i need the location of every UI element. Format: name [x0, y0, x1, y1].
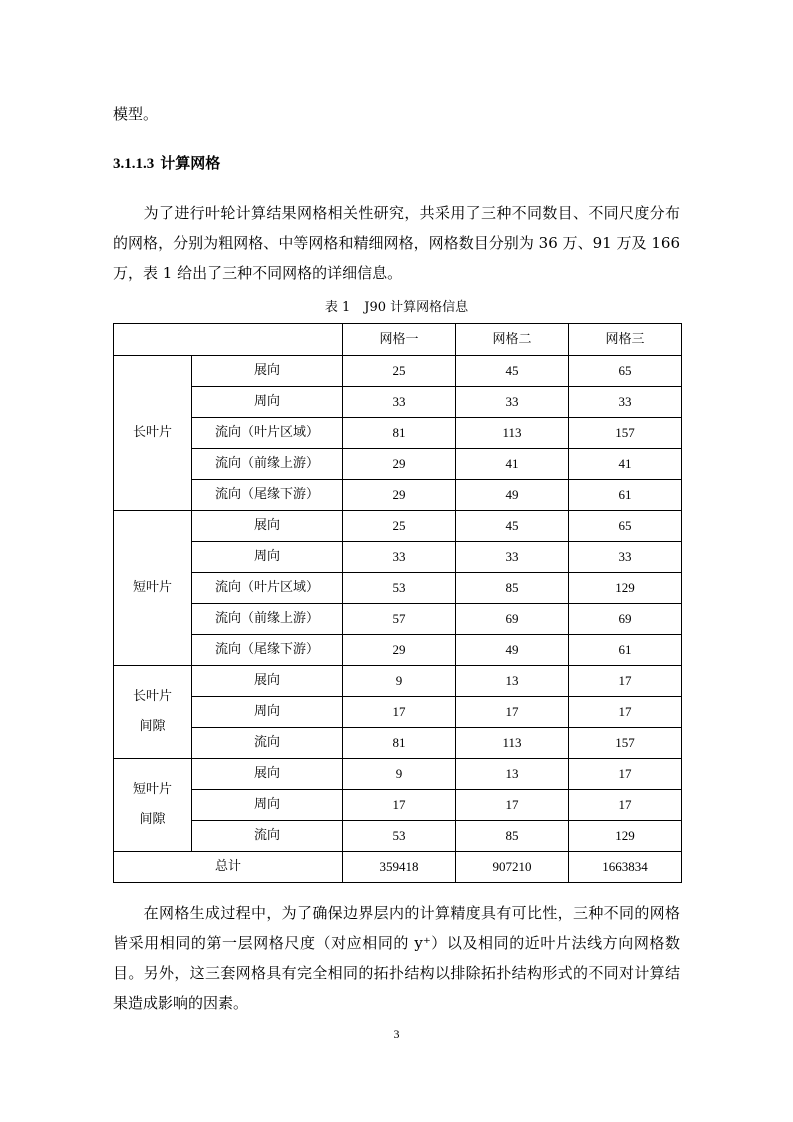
table-cell: 85 [456, 821, 569, 852]
table-header-cell: 网格二 [456, 324, 569, 356]
table-group-label [114, 759, 192, 852]
table-row-label: 流向 [192, 728, 343, 759]
table-row-label: 流向（尾缘下游） [192, 635, 343, 666]
group-label-line1: 长叶片 [132, 689, 172, 704]
table-cell: 81 [343, 418, 456, 449]
table-cell: 17 [569, 759, 682, 790]
table-cell: 33 [343, 542, 456, 573]
table-cell: 17 [569, 790, 682, 821]
table-row-label: 流向（叶片区域） [192, 573, 343, 604]
table-row-label: 展向 [192, 511, 343, 542]
table-row-label: 流向 [192, 821, 343, 852]
table-cell: 29 [343, 635, 456, 666]
table-cell: 53 [343, 821, 456, 852]
table-cell: 29 [343, 449, 456, 480]
table-cell: 33 [456, 387, 569, 418]
table-row-label: 周向 [192, 542, 343, 573]
table-row [114, 387, 682, 418]
table-cell: 17 [343, 790, 456, 821]
table-row-label: 展向 [192, 356, 343, 387]
group-label-line1: 短叶片 [132, 782, 172, 797]
table-row [114, 418, 682, 449]
table-row-label: 周向 [192, 790, 343, 821]
table-cell: 157 [569, 728, 682, 759]
table-header-cell: 网格三 [569, 324, 682, 356]
table-cell: 65 [569, 511, 682, 542]
section-number: 3.1.1.3 [113, 156, 155, 172]
table-caption-text: J90 计算网格信息 [364, 300, 469, 315]
table-row [114, 573, 682, 604]
table-cell: 33 [569, 542, 682, 573]
page-number: 3 [393, 1027, 400, 1041]
table-cell: 49 [456, 635, 569, 666]
table-row-label: 展向 [192, 759, 343, 790]
group-label-line1: 长叶片 [132, 425, 172, 440]
table-cell: 41 [569, 449, 682, 480]
table-row [114, 480, 682, 511]
table-row-label: 流向（前缘上游） [192, 604, 343, 635]
table-cell: 53 [343, 573, 456, 604]
table-caption-number: 表 1 [324, 300, 351, 315]
table-row [114, 790, 682, 821]
table-row [114, 759, 682, 790]
table-header-blank [114, 324, 343, 356]
section-heading [113, 153, 220, 174]
table-row-label: 流向（前缘上游） [192, 449, 343, 480]
table-row [114, 449, 682, 480]
table-cell: 65 [569, 356, 682, 387]
table-cell: 33 [456, 542, 569, 573]
table-row [114, 666, 682, 697]
table-row-label: 周向 [192, 697, 343, 728]
table-cell: 49 [456, 480, 569, 511]
table-row-label: 流向（叶片区域） [192, 418, 343, 449]
section-title: 计算网格 [160, 154, 221, 172]
mesh-info-table [113, 323, 682, 883]
table-row [114, 728, 682, 759]
table-total-cell: 907210 [456, 852, 569, 883]
table-row [114, 356, 682, 387]
table-cell: 69 [456, 604, 569, 635]
table-caption [113, 299, 680, 317]
table-cell: 9 [343, 666, 456, 697]
table-header-row [114, 324, 682, 356]
table-cell: 85 [456, 573, 569, 604]
table-cell: 25 [343, 511, 456, 542]
paragraph-grid-generation: 在网格生成过程中，为了确保边界层内的计算精度具有可比性，三种不同的网格皆采用相同的第一层网格尺度（对应相同的 y⁺）以及相同的近叶片法线方向网格数目。另外，这三套网格具有完全相同的拓扑结构以排除拓扑结构形式的不同对计算结果造成影响的因素。 [113, 904, 680, 1012]
table-cell: 13 [456, 666, 569, 697]
table-row-label: 展向 [192, 666, 343, 697]
intro-fragment: 模型。 [113, 105, 159, 123]
table-group-label [114, 356, 192, 511]
table-cell: 17 [343, 697, 456, 728]
group-label-line2: 间隙 [139, 812, 166, 827]
table-header-cell: 网格一 [343, 324, 456, 356]
table-cell: 129 [569, 573, 682, 604]
table-row [114, 542, 682, 573]
paragraph-grid-intro: 为了进行叶轮计算结果网格相关性研究，共采用了三种不同数目、不同尺度分布的网格，分别为粗网格、中等网格和精细网格，网格数目分别为 36 万、91 万及 166 万，表 1 给出了三种不同网格的详细信息。 [113, 204, 680, 282]
table-cell: 17 [569, 697, 682, 728]
table-cell: 33 [569, 387, 682, 418]
table-cell: 113 [456, 728, 569, 759]
table-cell: 45 [456, 511, 569, 542]
table-cell: 61 [569, 635, 682, 666]
table-total-cell: 1663834 [569, 852, 682, 883]
table-cell: 17 [456, 790, 569, 821]
table-cell: 41 [456, 449, 569, 480]
table-cell: 113 [456, 418, 569, 449]
table-cell: 81 [343, 728, 456, 759]
group-label-line1: 短叶片 [132, 580, 172, 595]
table-group-label [114, 666, 192, 759]
table-row [114, 821, 682, 852]
table-cell: 13 [456, 759, 569, 790]
table-cell: 157 [569, 418, 682, 449]
table-group-label [114, 511, 192, 666]
table-row [114, 635, 682, 666]
table-cell: 25 [343, 356, 456, 387]
table-row [114, 697, 682, 728]
table-cell: 33 [343, 387, 456, 418]
group-label-line2: 间隙 [139, 719, 166, 734]
table-total-cell: 359418 [343, 852, 456, 883]
table-row-label: 周向 [192, 387, 343, 418]
table-cell: 129 [569, 821, 682, 852]
table-row [114, 511, 682, 542]
table-cell: 45 [456, 356, 569, 387]
table-cell: 29 [343, 480, 456, 511]
table-cell: 69 [569, 604, 682, 635]
table-total-row [114, 852, 682, 883]
table-cell: 57 [343, 604, 456, 635]
table-cell: 61 [569, 480, 682, 511]
table-total-label: 总计 [114, 852, 343, 883]
table-cell: 17 [456, 697, 569, 728]
table-row [114, 604, 682, 635]
table-cell: 9 [343, 759, 456, 790]
table-cell: 17 [569, 666, 682, 697]
table-row-label: 流向（尾缘下游） [192, 480, 343, 511]
